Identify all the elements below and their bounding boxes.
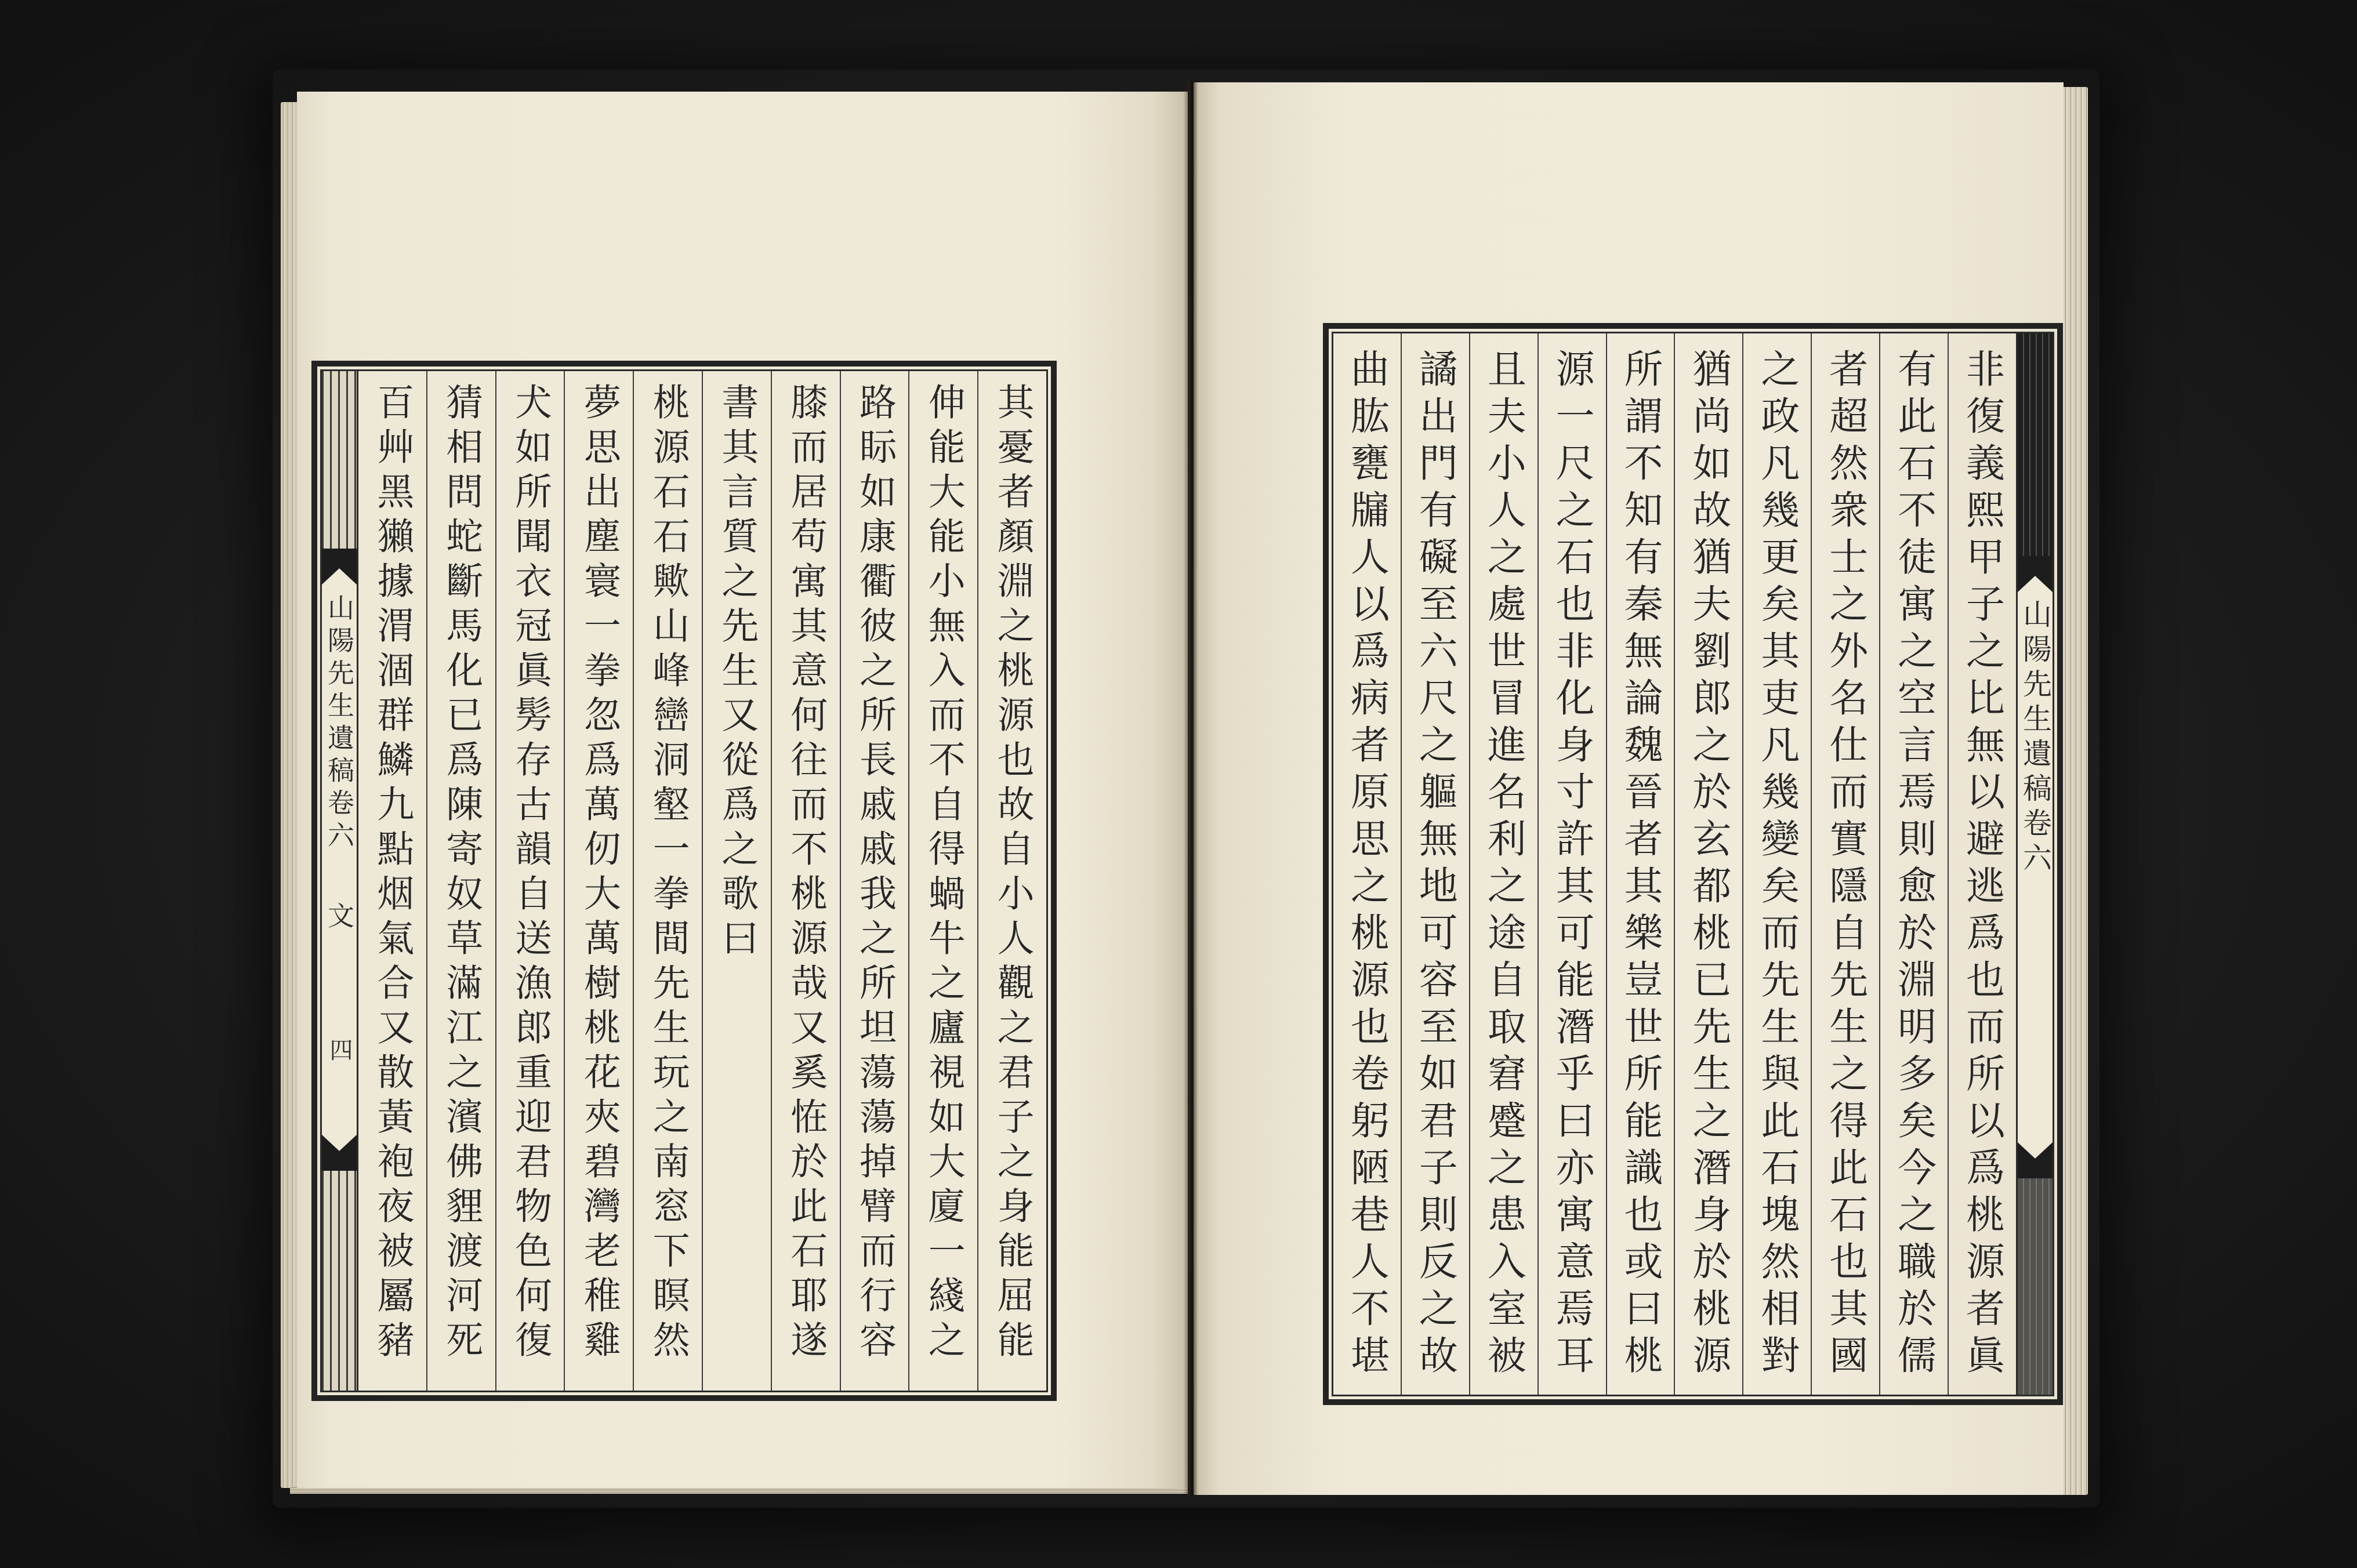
printed-frame-inner (320, 369, 1048, 1392)
fish-tail-mark (2018, 556, 2053, 592)
text-column-10 (1333, 333, 1401, 1395)
right-page (1194, 82, 2064, 1495)
banxin-folio-text: 四 (326, 1038, 353, 1061)
text-column-5 (1674, 333, 1742, 1395)
banxin-upper-bar (2018, 333, 2053, 556)
column-text: 非復義熙甲子之比無以避逃爲也而所以爲桃源者眞 (1960, 349, 2006, 1382)
text-column-4 (771, 371, 840, 1391)
banxin-title-text: 山陽先生遺稿卷六 (2018, 599, 2052, 877)
text-column-1 (1948, 333, 2016, 1395)
banxin (322, 371, 358, 1391)
column-text: 猜相問蛇斷馬化已爲陳寄奴草滿江之濱佛貍渡河死 (440, 383, 483, 1365)
text-column-1 (977, 371, 1046, 1391)
text-column-2 (908, 371, 977, 1391)
column-text: 源一尺之石也非化身寸許其可能潛乎曰亦寓意焉耳 (1550, 349, 1595, 1382)
text-column-7 (1538, 333, 1606, 1395)
column-text: 桃源石石歟山峰巒洞壑一拳間先生玩之南窓下瞑然 (646, 383, 690, 1365)
gutter-shadow (1183, 81, 1198, 1496)
column-text: 其憂者顏淵之桃源也故自小人觀之君子之身能屈能 (991, 383, 1034, 1365)
printed-frame (1323, 323, 2063, 1405)
banxin-section-label (322, 902, 357, 928)
banxin-lower-bar (322, 1171, 357, 1391)
column-text: 伸能大能小無入而不自得蝸牛之廬視如大廈一綫之 (922, 383, 965, 1365)
text-columns (1333, 333, 2016, 1395)
fish-tail-mark (322, 549, 357, 585)
column-text: 夢思出塵寰一拳忽爲萬仞大萬樹桃花夾碧灣老稚雞 (577, 383, 621, 1365)
text-column-4 (1742, 333, 1811, 1395)
left-page (297, 92, 1188, 1488)
column-text: 犬如所聞衣冠眞髣存古韻自送漁郎重迎君物色何復 (509, 383, 552, 1365)
banxin-title (2018, 599, 2053, 877)
page-edge-stack-right (2062, 87, 2088, 1495)
text-column-6 (1606, 333, 1674, 1395)
printed-frame-inner (1332, 332, 2054, 1396)
text-column-9 (1401, 333, 1469, 1395)
column-text: 且夫小人之處世冒進名利之途自取窘蹙之患入室被 (1481, 349, 1527, 1382)
column-text: 書其言質之先生又從爲之歌曰 (715, 383, 759, 963)
column-text: 路眎如康衢彼之所長戚戚我之所坦蕩蕩掉臂而行容 (853, 383, 896, 1365)
column-text: 曲肱甕牖人以爲病者原思之桃源也卷躬陋巷人不堪 (1344, 349, 1390, 1382)
banxin (2016, 333, 2053, 1395)
fish-tail-mark (322, 1135, 357, 1171)
column-text: 猶尚如故猶夫劉郎之於玄都桃已先生之潛身於桃源 (1686, 349, 1732, 1382)
column-text: 有此石不徒寓之空言焉則愈於淵明多矣今之職於儒 (1891, 349, 1937, 1382)
banxin-upper-bar (322, 371, 357, 549)
column-text: 之政凡幾更矣其吏凡幾變矣而先生與此石塊然相對 (1754, 349, 1800, 1382)
column-text: 百艸黑獺據渭涸群鱗九點烟氣合又散黃袍夜被屬豬 (371, 383, 414, 1365)
text-column-5 (702, 371, 771, 1391)
text-column-9 (426, 371, 495, 1391)
text-column-8 (1469, 333, 1538, 1395)
text-columns (358, 371, 1046, 1391)
column-text: 膝而居苟寓其意何往而不桃源哉又奚恠於此石耶遂 (784, 383, 828, 1365)
fish-tail-mark (2018, 1142, 2053, 1178)
banxin-title-text: 山陽先生遺稿卷六 (324, 594, 355, 854)
banxin-folio-number (322, 1038, 357, 1061)
banxin-lower-bar (2018, 1178, 2053, 1395)
text-column-2 (1879, 333, 1948, 1395)
text-column-3 (1811, 333, 1879, 1395)
banxin-section-text: 文 (324, 902, 355, 928)
column-text: 所謂不知有秦無論魏晉者其樂豈世所能識也或曰桃 (1618, 349, 1664, 1382)
column-text: 者超然衆士之外名仕而實隱自先生之得此石也其國 (1823, 349, 1869, 1382)
text-column-6 (633, 371, 702, 1391)
banxin-title (322, 594, 357, 854)
text-column-3 (840, 371, 909, 1391)
text-column-8 (495, 371, 564, 1391)
column-text: 譎出門有礙至六尺之軀無地可容至如君子則反之故 (1413, 349, 1459, 1382)
text-column-10 (358, 371, 426, 1391)
printed-frame (311, 361, 1057, 1401)
text-column-7 (564, 371, 633, 1391)
